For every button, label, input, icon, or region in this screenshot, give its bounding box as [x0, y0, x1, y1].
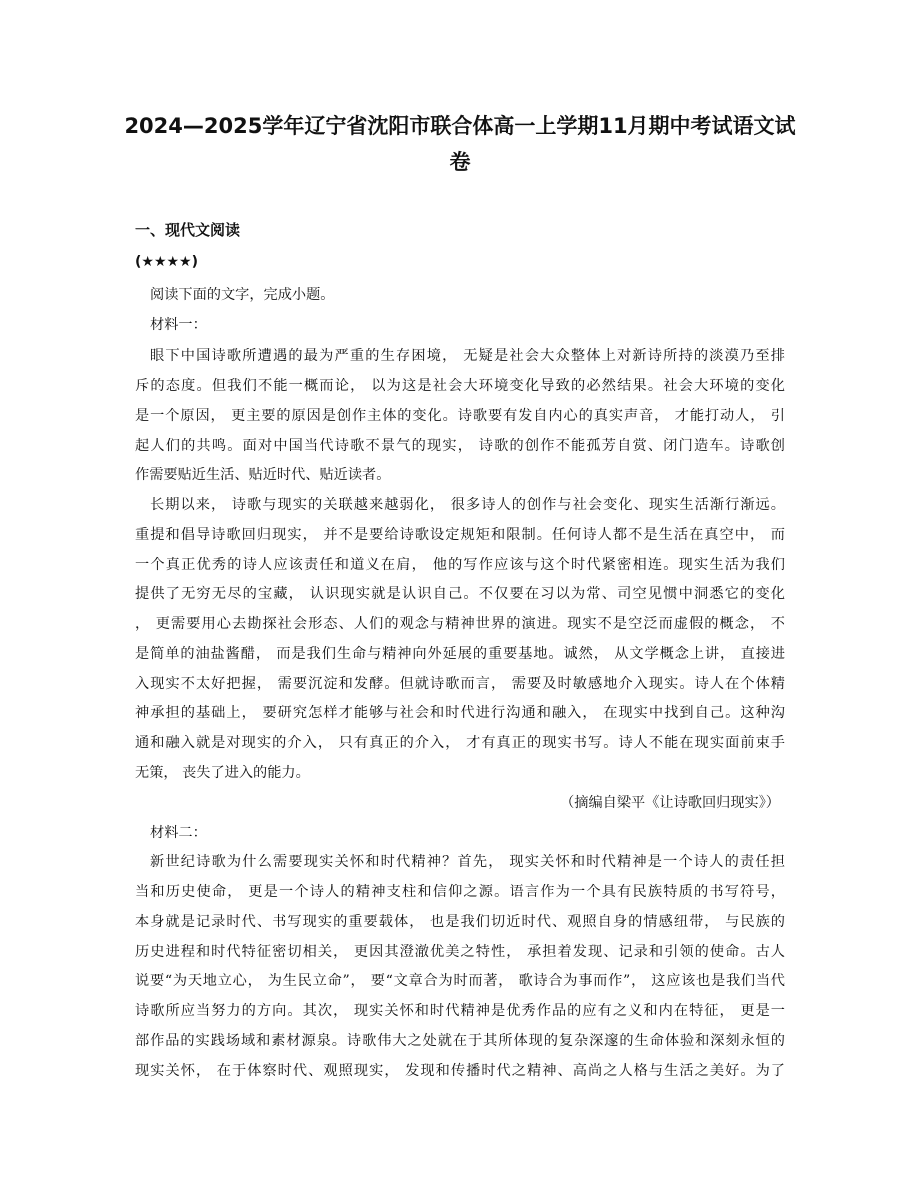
- m1-p2-line: 重提和倡导诗歌回归现实， 并不是要给诗歌设定规矩和限制。任何诗人都不是生活在真空中， 而: [135, 527, 785, 543]
- m1-p1-line: 眼下中国诗歌所遭遇的最为严重的生存困境， 无疑是社会大众整体上对新诗所持的淡漠乃至排: [150, 348, 785, 364]
- m1-p2-line: 入现实不太好把握， 需要沉淀和发酵。但就诗歌而言， 需要及时敏感地介入现实。诗人在个体精: [135, 676, 785, 692]
- m1-p1-line: 斥的态度。但我们不能一概而论， 以为这是社会大环境变化导致的必然结果。社会大环境的变化: [135, 378, 785, 394]
- material-1-source: （摘编自梁平《让诗歌回归现实》）: [560, 795, 780, 811]
- m1-p2-line: 无策， 丧失了进入的能力。: [135, 765, 310, 781]
- m1-p1-line: 是一个原因， 更主要的原因是创作主体的变化。诗歌要有发自内心的真实声音， 才能打动人， 引: [135, 408, 785, 424]
- m2-p1-line: 部作品的实践场域和素材源泉。诗歌伟大之处就在于其所体现的复杂深邃的生命体验和深刻永恒的: [135, 1033, 785, 1049]
- m1-p2-line: 神承担的基础上， 要研究怎样才能够与社会和时代进行沟通和融入， 在现实中找到自己。这种沟: [135, 705, 785, 721]
- difficulty-rating: (★★★★): [135, 254, 198, 270]
- instruction-text: 阅读下面的文字，完成小题。: [150, 287, 335, 303]
- m2-p1-line: 现实关怀， 在于体察时代、观照现实， 发现和传播时代之精神、高尚之人格与生活之美好。为了: [135, 1063, 785, 1079]
- m2-p1-line: 新世纪诗歌为什么需要现实关怀和时代精神？首先， 现实关怀和时代精神是一个诗人的责任担: [150, 854, 785, 870]
- m1-p2-line: 通和融入就是对现实的介入， 只有真正的介入， 才有真正的现实书写。诗人不能在现实面前束手: [135, 735, 785, 751]
- m2-p1-line: 当和历史使命， 更是一个诗人的精神支柱和信仰之源。语言作为一个具有民族特质的书写符号，: [135, 884, 785, 900]
- material-2-label: 材料二：: [150, 825, 207, 841]
- m2-p1-line: 诗歌所应当努力的方向。其次， 现实关怀和时代精神是优秀作品的应有之义和内在特征， 更是一: [135, 1003, 785, 1019]
- m1-p2-line: 是简单的油盐酱醋， 而是我们生命与精神向外延展的重要基地。诚然， 从文学概念上讲， 直接进: [135, 646, 785, 662]
- material-1-label: 材料一：: [150, 317, 207, 333]
- m2-p1-line: 本身就是记录时代、书写现实的重要载体， 也是我们切近时代、观照自身的情感纽带， 与民族的: [135, 914, 785, 930]
- document-title-line-2: 卷: [449, 150, 471, 174]
- m1-p2-line: 长期以来， 诗歌与现实的关联越来越弱化， 很多诗人的创作与社会变化、现实生活渐行渐远。: [150, 497, 785, 513]
- m1-p2-line: 提供了无穷无尽的宝藏， 认识现实就是认识自己。不仅要在习以为常、司空见惯中洞悉它的变化: [135, 586, 785, 602]
- m1-p2-line: ， 更需要用心去勘探社会形态、人们的观念与精神世界的演进。现实不是空泛而虚假的概念， 不: [135, 616, 785, 632]
- m1-p2-line: 一个真正优秀的诗人应该责任和道义在肩， 他的写作应该与这个时代紧密相连。现实生活为我们: [135, 557, 785, 573]
- m2-p1-line: 说要“为天地立心， 为生民立命”， 要“文章合为时而著， 歌诗合为事而作”， 这应该也是我们当代: [135, 973, 785, 989]
- m1-p1-line: 作需要贴近生活、贴近时代、贴近读者。: [135, 467, 391, 483]
- m2-p1-line: 历史进程和时代特征密切相关， 更因其澄澈优美之特性， 承担着发现、记录和引领的使命。古人: [135, 944, 785, 960]
- m1-p1-line: 起人们的共鸣。面对中国当代诗歌不景气的现实， 诗歌的创作不能孤芳自赏、闭门造车。诗歌创: [135, 438, 785, 454]
- section-heading: 一、现代文阅读: [135, 221, 241, 239]
- document-title-line-1: 2024—2025学年辽宁省沈阳市联合体高一上学期11月期中考试语文试: [124, 114, 796, 138]
